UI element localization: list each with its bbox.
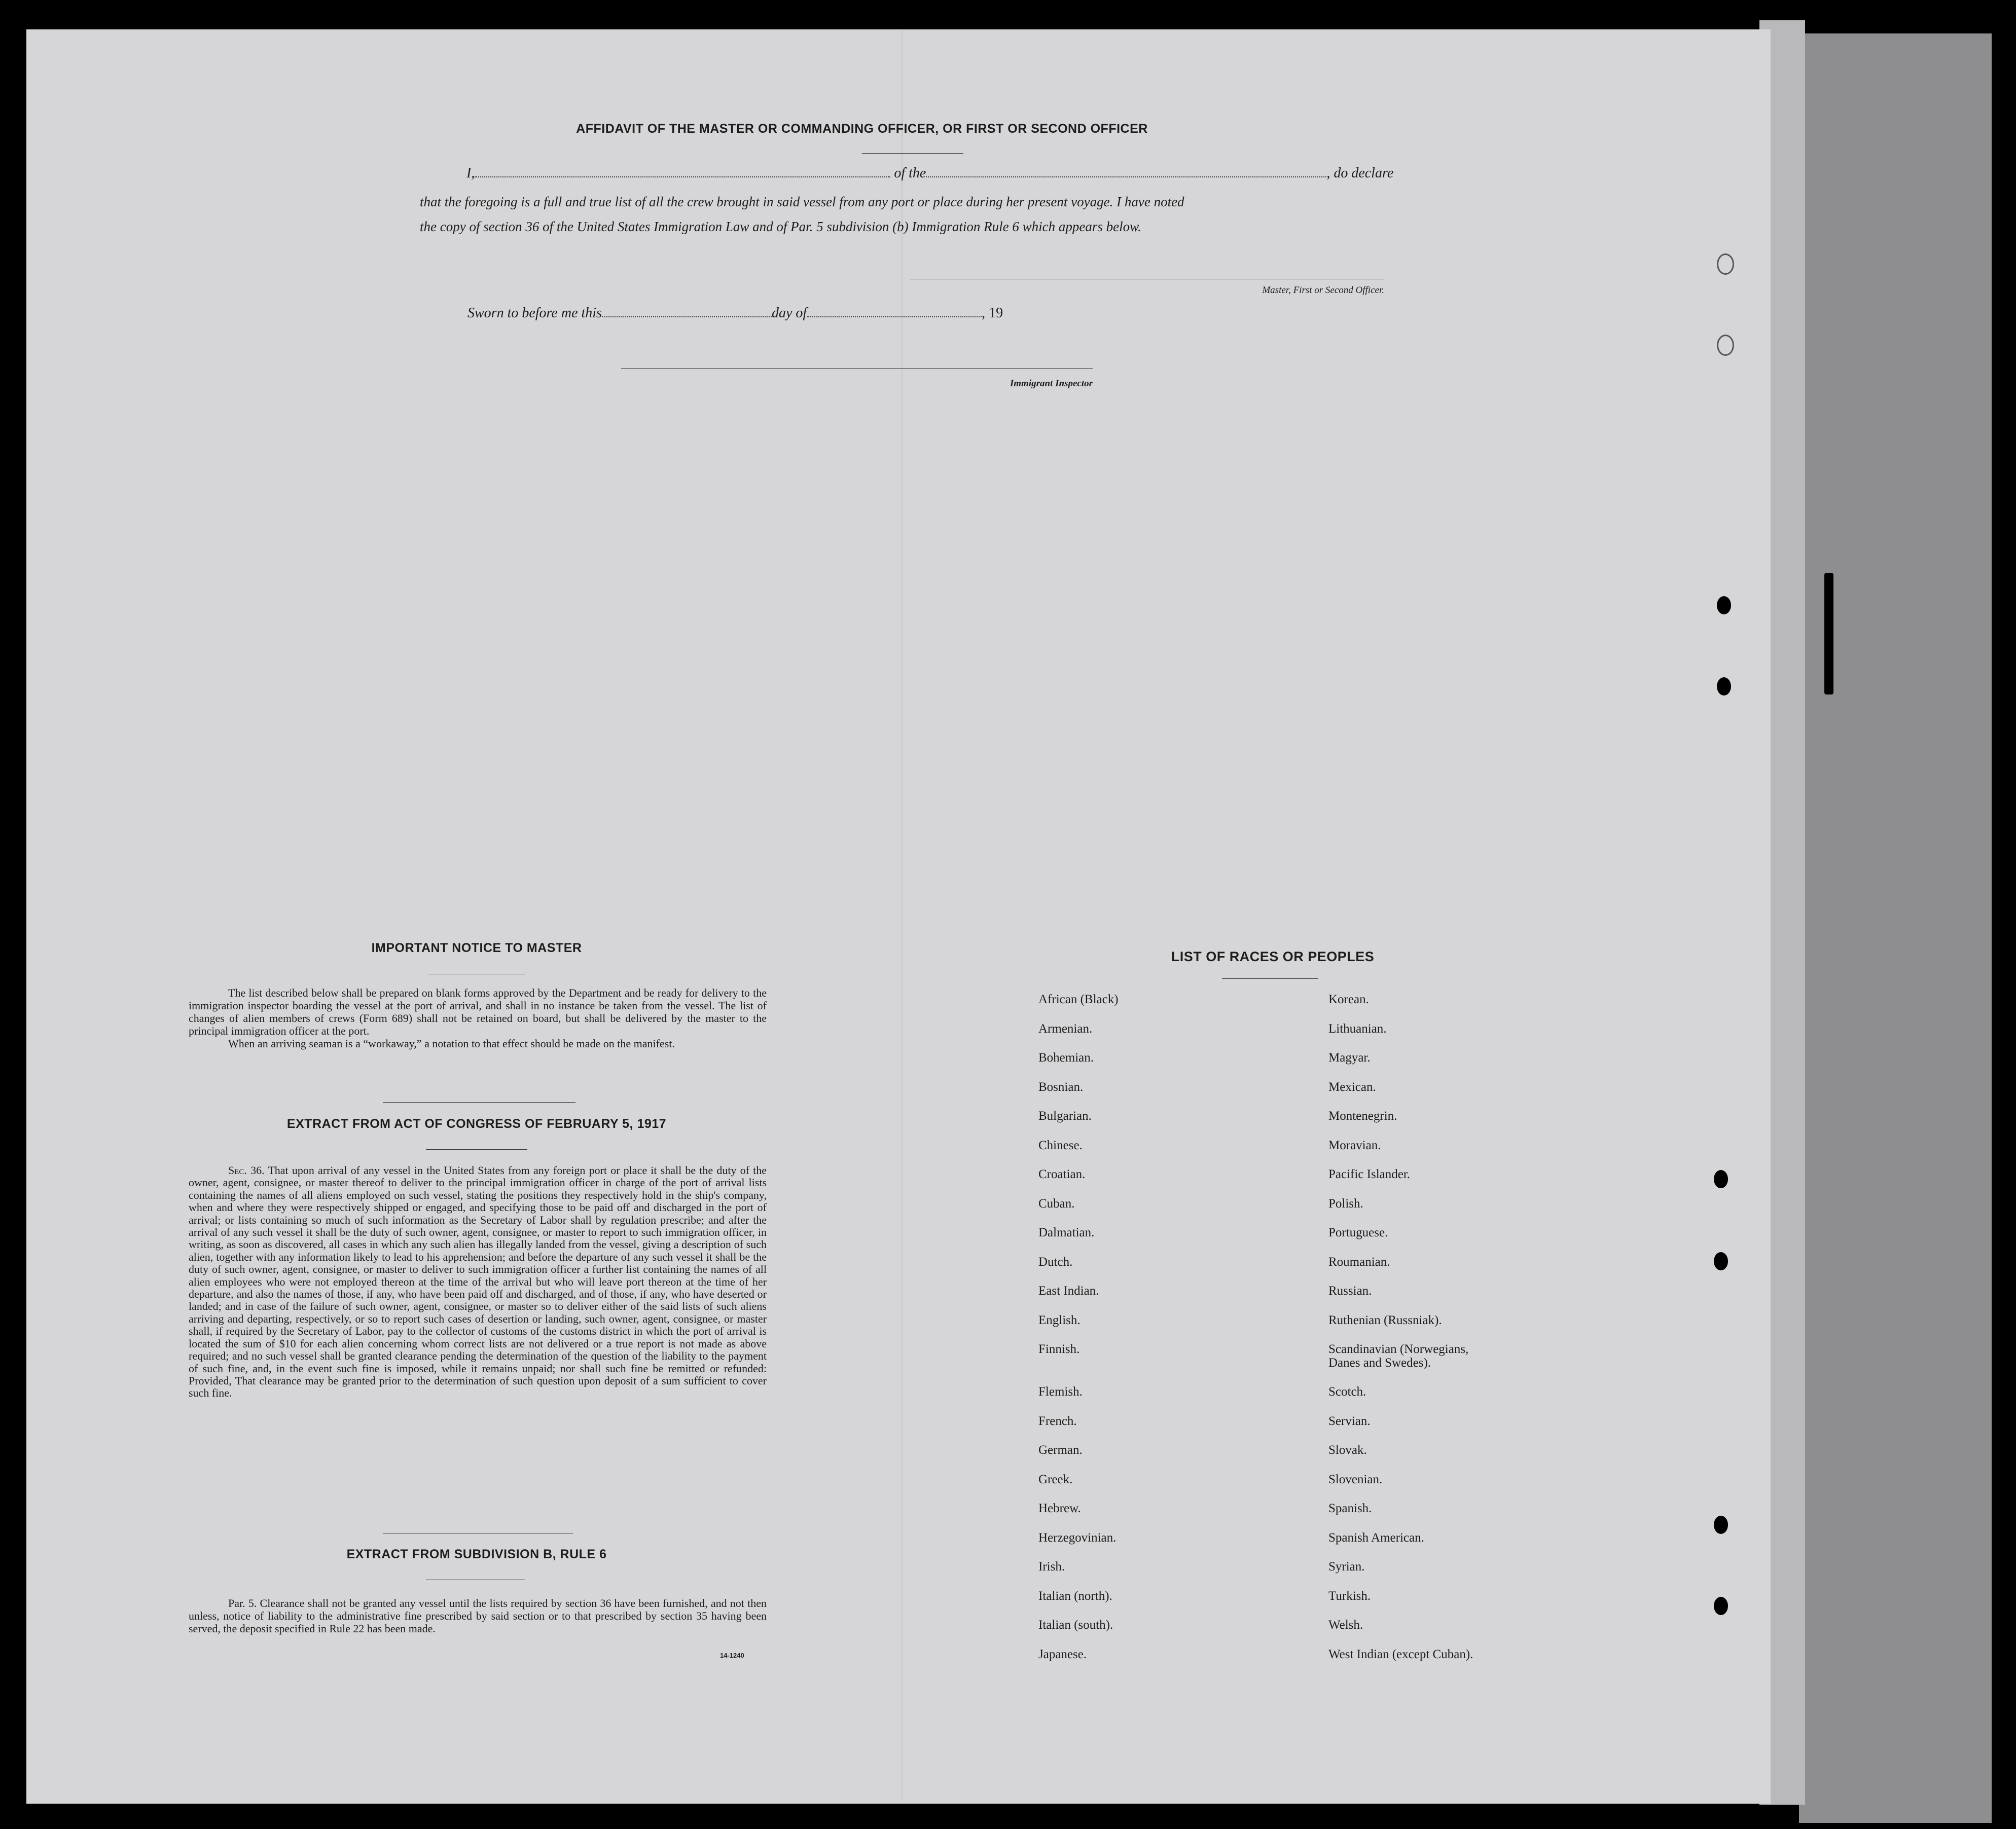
inspector-line [621,368,1093,369]
race-item: Chinese. [1038,1138,1083,1152]
binder-hole [1717,596,1731,614]
affidavit-i: I, [466,165,475,181]
race-item: Scotch. [1328,1385,1366,1399]
form-sheet [26,29,1771,1804]
binder-hole [1714,1170,1728,1188]
affidavit-line1 [466,165,1393,181]
race-item: Dutch. [1038,1255,1073,1269]
notice-paragraph-1: The list described below shall be prepared on blank forms approved by the Department and be ready for delivery to the immigration inspector boarding the vessel at the port of arrival, and shall in no instance be taken from the vessel. The list of changes of alien members of crews (Form 689) shall not be retained on board, but shall be delivered by the master to the principal immigration officer at the port. [189,986,767,1037]
notice-title: IMPORTANT NOTICE TO MASTER [371,941,582,955]
race-item: Italian (north). [1038,1589,1112,1603]
binder-hole [1714,1597,1728,1615]
race-item: Slovak. [1328,1443,1367,1457]
notice-body [189,986,767,1050]
sworn-prefix: Sworn to before me this [467,305,602,321]
race-item: Dalmatian. [1038,1226,1095,1239]
race-item: Scandinavian (Norwegians, Danes and Swedes). [1328,1342,1469,1370]
par-5-text: Par. 5. Clearance shall not be granted any vessel until the lists required by section 36 have been furnished, and not then unless, notice of liability to the administrative fine prescribed by said section or to that prescribed by section 35 having been served, the deposit specified in Rule 22 has been made. [189,1597,767,1635]
race-item: Hebrew. [1038,1502,1081,1515]
notice-paragraph-2: When an arriving seaman is a “workaway,” a notation to that effect should be made on the manifest. [228,1037,675,1050]
inspector-label: Immigrant Inspector [1010,378,1093,389]
vessel-blank [926,166,1326,177]
race-item: Herzegovinian. [1038,1530,1117,1545]
race-item: Spanish American. [1328,1530,1424,1545]
races-title: LIST OF RACES OR PEOPLES [1171,949,1375,964]
race-item: Flemish. [1038,1385,1083,1399]
affidavit-of-the: of the [894,165,926,181]
extract-act-title: EXTRACT FROM ACT OF CONGRESS OF FEBRUARY 5, 1917 [286,1117,667,1131]
race-item: Armenian. [1038,1021,1093,1036]
section-36-text [189,1164,767,1400]
races-rule [1222,978,1318,979]
race-item: East Indian. [1038,1284,1099,1298]
sworn-line [467,305,1003,321]
race-item: Welsh. [1328,1618,1363,1632]
affidavit-declare: , do declare [1326,165,1394,181]
race-item: Bulgarian. [1038,1109,1092,1123]
title-rule [862,153,963,154]
race-item: Roumanian. [1328,1255,1390,1269]
race-item: German. [1038,1443,1083,1457]
affidavit-title: AFFIDAVIT OF THE MASTER OR COMMANDING OFFICER, OR FIRST OR SECOND OFFICER [576,122,1148,136]
section-divider [383,1102,575,1103]
race-item: French. [1038,1414,1077,1428]
binder-hole [1714,1252,1728,1270]
race-item: West Indian (except Cuban). [1328,1647,1473,1661]
race-item: English. [1038,1313,1081,1327]
sec-label: Sec. [228,1164,247,1177]
race-item: Irish. [1038,1560,1065,1574]
name-blank [475,166,890,177]
binder-hole [1717,677,1731,696]
sworn-day-blank [602,306,772,317]
race-item: Korean. [1328,993,1369,1006]
backing-page [1799,33,1992,1823]
race-item: Japanese. [1038,1647,1087,1661]
race-item: Moravian. [1328,1138,1381,1152]
ink-mark [1824,573,1833,694]
binder-hole [1717,253,1734,275]
extract-rule-body [189,1597,767,1635]
sworn-day-of: day of [771,305,807,321]
binder-hole [1714,1516,1728,1534]
race-item: Finnish. [1038,1342,1080,1356]
race-item: Mexican. [1328,1080,1376,1094]
race-item: Greek. [1038,1472,1073,1486]
race-item: African (Black) [1038,993,1119,1006]
race-item: Slovenian. [1328,1472,1383,1486]
form-number: 14-1240 [720,1652,744,1659]
sworn-month-blank [807,306,982,317]
extract-act-rule [426,1149,527,1150]
race-item: Pacific Islander. [1328,1167,1411,1181]
race-item: Spanish. [1328,1502,1372,1515]
race-item: Magyar. [1328,1051,1371,1065]
race-item: Italian (south). [1038,1618,1113,1632]
race-item: Lithuanian. [1328,1021,1387,1036]
signature-label: Master, First or Second Officer. [1262,285,1384,296]
extract-rule-title: EXTRACT FROM SUBDIVISION B, RULE 6 [346,1547,607,1561]
race-item: Ruthenian (Russniak). [1328,1313,1442,1327]
race-item: Turkish. [1328,1589,1371,1603]
race-item: Portuguese. [1328,1226,1388,1239]
race-item: Bosnian. [1038,1080,1084,1094]
extract-act-body [189,1164,767,1400]
affidavit-line3: the copy of section 36 of the United States Immigration Law and of Par. 5 subdivision (b) Immigration Rule 6 which appears below. [420,219,1141,234]
center-fold [902,30,903,1800]
race-item: Cuban. [1038,1196,1075,1211]
race-item: Bohemian. [1038,1051,1094,1065]
sworn-year: , 19 [982,305,1003,321]
race-item: Polish. [1328,1196,1363,1211]
affidavit-line2: that the foregoing is a full and true list of all the crew brought in said vessel from any port or place during her present voyage. I have noted [420,194,1184,209]
race-item: Croatian. [1038,1167,1086,1181]
section-36-body: 36. That upon arrival of any vessel in the United States from any foreign port or place it shall be the duty of the owner, agent, consignee, or master thereof to deliver to the principal immigration officer in charge of the port of arrival lists containing the names of all aliens employed on such vessel, stating the positions they respectively hold in the ship's company, when and where they were respectively shipped or engaged, and specifying those to be paid off and discharged in the port of arrival; or lists containing so much of such information as the Secretary of Labor shall by regulation prescribe; and after the arrival of any such vessel it shall be the duty of such owner, agent, consignee, or master to report to such immigration officer, in writing, as soon as discovered, all cases in which any such alien has illegally landed from the vessel, giving a description of such alien, together with any information likely to lead to his apprehension; and before the departure of any such vessel it shall be the duty of such owner, agent, consignee, or master to deliver to such immigration officer a further list containing the names of all alien employees who were not employed thereon at the time of the arrival but who will leave port thereon at the time of her departure, and also the names of those, if any, who have been paid off and discharged, and of those, if any, who have deserted or landed; and in case of the failure of such owner, agent, consignee, or master so to deliver either of the said lists of such aliens arriving and departing, respectively, or so to report such cases of desertion or landing, such owner, agent, consignee, or master shall, if required by the Secretary of Labor, pay to the collector of customs of the customs district in which the port of arrival is located the sum of $10 for each alien concerning whom correct lists are not delivered or a true report is not made as above required; and no such vessel shall be granted clearance pending the determination of the question of the liability to the payment of such fine, and, in the event such fine is imposed, while it remains unpaid; nor shall such fine be remitted or refunded: Provided, That clearance may be granted prior to the determination of such question upon deposit of a sum sufficient to cover such fine. [189,1164,767,1400]
race-item: Montenegrin. [1328,1109,1397,1123]
binder-hole [1717,335,1734,356]
race-item: Russian. [1328,1284,1372,1298]
race-item: Syrian. [1328,1560,1365,1574]
race-item: Servian. [1328,1414,1371,1428]
